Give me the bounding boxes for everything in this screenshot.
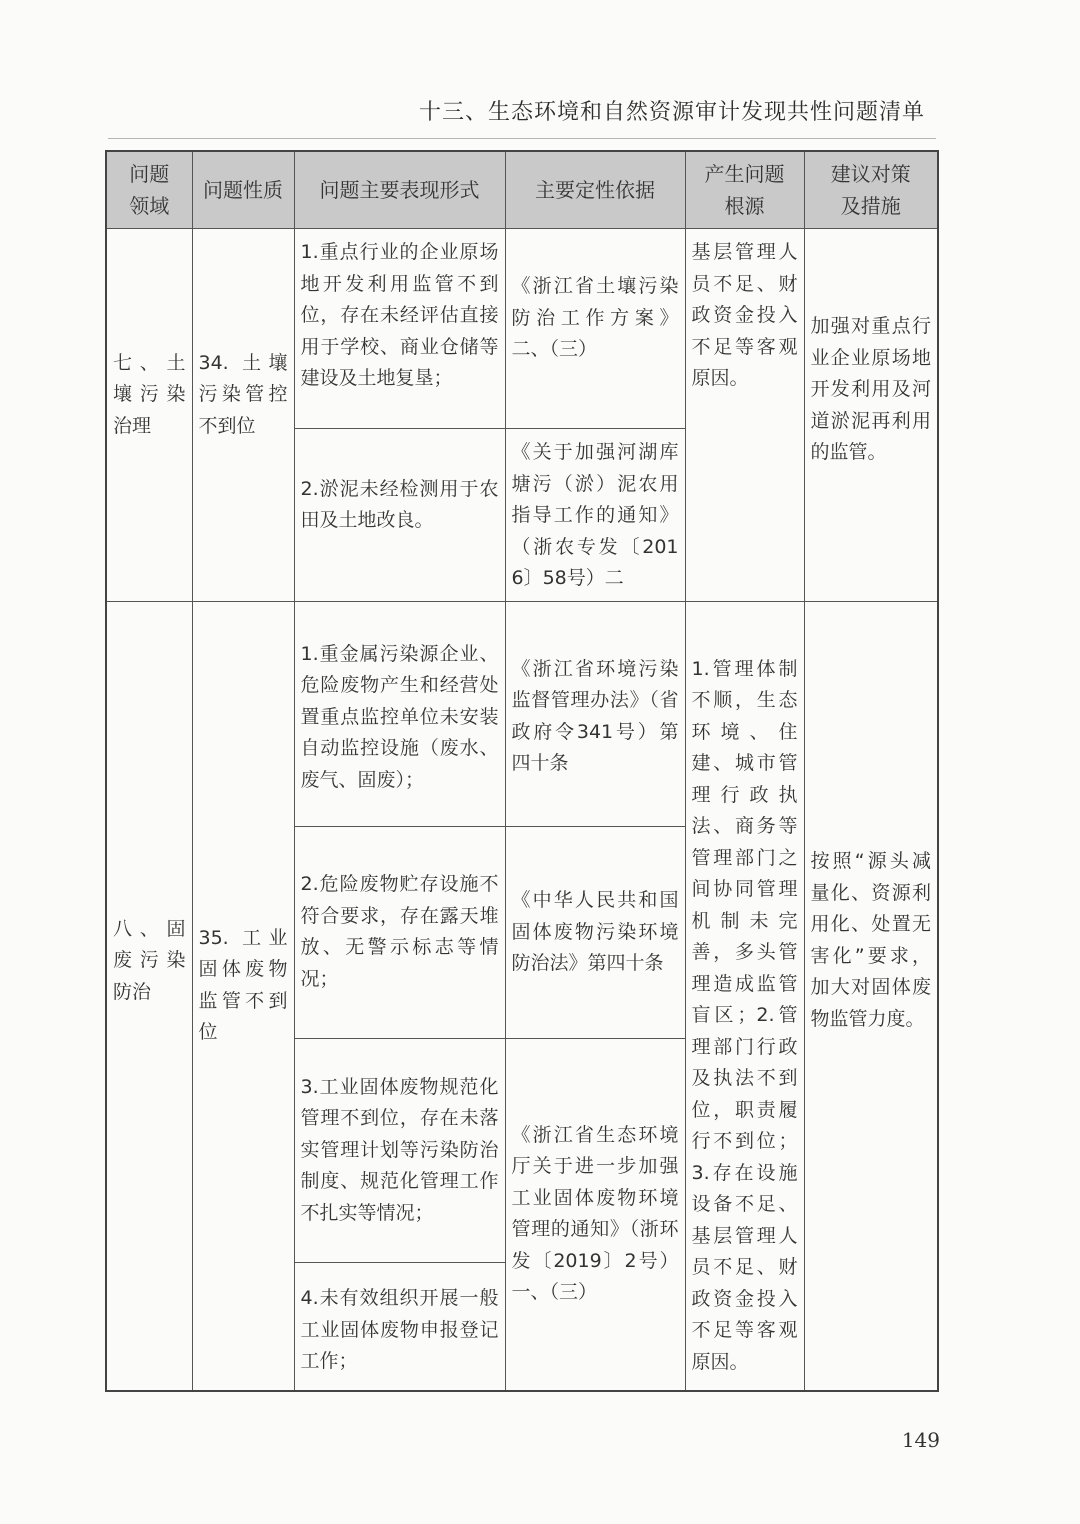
table-row: [106, 229, 938, 429]
page-header-title: 十三、生态环境和自然资源审计发现共性问题清单: [418, 100, 925, 125]
basis-cell: 《浙江省生态环境厅关于进一步加强工业固体废物环境管理的通知》（浙环发〔2019〕2号）一、（三）: [505, 1038, 685, 1391]
domain-cell: 八、固废污染防治: [106, 601, 192, 1391]
page-number: 149: [901, 1428, 940, 1452]
table-header-row: [106, 151, 938, 229]
root-cell: 基层管理人员不足、财政资金投入不足等客观原因。: [685, 229, 804, 602]
form-cell: 1.重点行业的企业原场地开发利用监管不到位，存在未经评估直接用于学校、商业仓储等建设及土地复垦；: [294, 229, 505, 429]
table-row: [106, 601, 938, 826]
form-cell: 2.淤泥未经检测用于农田及土地改良。: [294, 429, 505, 601]
col-header-form: 问题主要表现形式: [294, 151, 505, 229]
nature-cell: 34. 土壤污染管控不到位: [192, 229, 294, 602]
root-cell: 1.管理体制不顺，生态环境、住建、城市管理行政执法、商务等管理部门之间协同管理机制未完善，多头管理造成监管盲区；2.管理部门行政及执法不到位，职责履行不到位；3.存在设施设备不足、基层管理人员不足、财政资金投入不足等客观原因。: [685, 601, 804, 1391]
domain-cell: 七、土壤污染治理: [106, 229, 192, 602]
suggestion-cell: 加强对重点行业企业原场地开发利用及河道淤泥再利用的监管。: [804, 229, 938, 602]
col-header-nature: 问题性质: [192, 151, 294, 229]
col-header-suggestion: 建议对策 及措施: [804, 151, 938, 229]
col-header-domain: 问题 领域: [106, 151, 192, 229]
suggestion-cell: 按照“源头减量化、资源利用化、处置无害化”要求，加大对固体废物监管力度。: [804, 601, 938, 1391]
basis-cell: 《关于加强河湖库塘污（淤）泥农用指导工作的通知》（浙农专发〔2016〕58号）二: [505, 429, 685, 601]
issues-table: [105, 150, 939, 1392]
form-cell: 4.未有效组织开展一般工业固体废物申报登记工作；: [294, 1263, 505, 1391]
form-cell: 1.重金属污染源企业、危险废物产生和经营处置重点监控单位未安装自动监控设施（废水、废气、固废）；: [294, 601, 505, 826]
basis-cell: 《浙江省环境污染监督管理办法》（省政府令341号）第四十条: [505, 601, 685, 826]
basis-cell: 《中华人民共和国固体废物污染环境防治法》第四十条: [505, 827, 685, 1038]
basis-cell: 《浙江省土壤污染防治工作方案》二、（三）: [505, 229, 685, 429]
nature-cell: 35. 工业固体废物监管不到位: [192, 601, 294, 1391]
form-cell: 2.危险废物贮存设施不符合要求，存在露天堆放、无警示标志等情况；: [294, 827, 505, 1038]
col-header-root: 产生问题 根源: [685, 151, 804, 229]
form-cell: 3.工业固体废物规范化管理不到位，存在未落实管理计划等污染防治制度、规范化管理工作不扎实等情况；: [294, 1038, 505, 1262]
col-header-basis: 主要定性依据: [505, 151, 685, 229]
header-rule: [108, 138, 936, 139]
